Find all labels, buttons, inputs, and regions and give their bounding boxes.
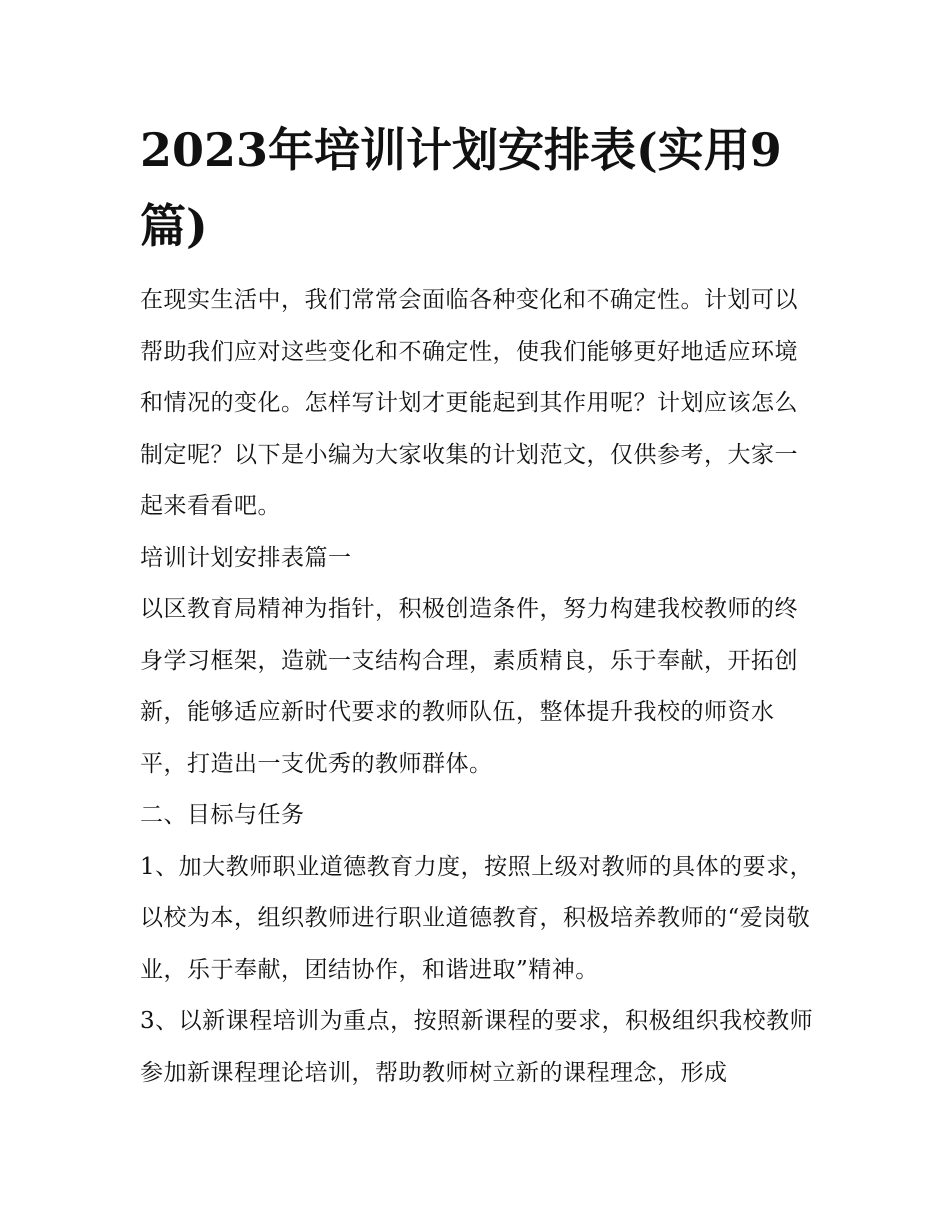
list-item: 3、以新课程培训为重点，按照新课程的要求，积极组织我校教师参加新课程理论培训，帮助教师树立新的课程理念，形成: [140, 1008, 814, 1086]
section-heading: 二、目标与任务: [140, 802, 305, 828]
body-paragraph: 以区教育局精神为指针，积极创造条件，努力构建我校教师的终身学习框架，造就一支结构合理，素质精良，乐于奉献，开拓创新，能够适应新时代要求的教师队伍，整体提升我校的师资水平，打造出一支优秀的教师群体。: [140, 596, 798, 777]
intro-paragraph: 在现实生活中，我们常常会面临各种变化和不确定性。计划可以帮助我们应对这些变化和不确定性，使我们能够更好地适应环境和情况的变化。怎样写计划才更能起到其作用呢？计划应该怎么制定呢？以下是小编为大家收集的计划范文，仅供参考，大家一起来看看吧。: [140, 287, 798, 519]
document-title: 2023年培训计划安排表(实用9篇): [140, 123, 782, 253]
section-heading: 培训计划安排表篇一: [140, 544, 352, 571]
list-item: 1、加大教师职业道德教育力度，按照上级对教师的具体的要求，以校为本，组织教师进行职业道德教育，积极培养教师的“爱岗敬业，乐于奉献，团结协作，和谐进取”精神。: [140, 853, 814, 983]
document-body: [140, 275, 820, 1099]
